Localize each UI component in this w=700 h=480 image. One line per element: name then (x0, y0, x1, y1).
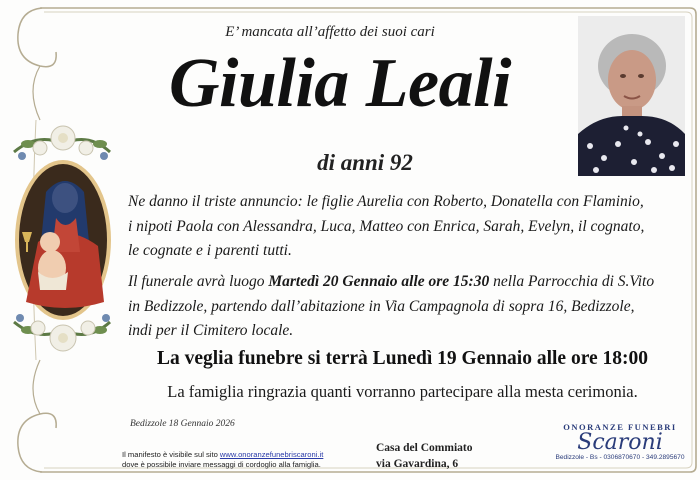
website-note-text: Il manifesto è visibile sul sito (122, 450, 220, 459)
madonna-and-child-image (8, 122, 118, 360)
logo-contacts: Bedizzole - Bs - 0306870670 - 349.2895670 (555, 454, 685, 461)
vigil-announcement: La veglia funebre si terrà Lunedì 19 Gennaio alle ore 18:00 (156, 348, 649, 369)
funeral-text: Il funerale avrà luogo (128, 273, 269, 290)
deceased-age: di anni 92 (317, 150, 413, 175)
funeral-home-logo (546, 422, 694, 461)
announcement-paragraph (128, 190, 683, 264)
announcement-line: le cognate e i parenti tutti. (128, 242, 292, 259)
funeral-datetime: Martedì 20 Gennaio alle ore 15:30 (268, 273, 490, 290)
notice-intro: E’ mancata all’affetto dei suoi cari (225, 24, 435, 40)
flower-decoration-top (14, 126, 110, 160)
notice-dateline: Bedizzole 18 Gennaio 2026 (130, 419, 235, 429)
website-note (122, 450, 372, 470)
funeral-line: in Bedizzole, partendo dall’abitazione in Via Campagnola di sopra 16, Bedizzole, (128, 297, 635, 315)
logo-tagline: ONORANZE FUNEBRI (563, 422, 677, 432)
website-link[interactable]: www.onoranzefunebriscaroni.it (219, 450, 324, 459)
funeral-line (128, 270, 683, 295)
funeral-line: indi per il Cimitero locale. (128, 322, 294, 339)
deceased-name: Giulia Leali (168, 45, 512, 122)
address-line: Casa del Commiato (376, 442, 473, 454)
family-thanks: La famiglia ringrazia quanti vorranno partecipare alla mesta cerimonia. (167, 382, 638, 401)
address-line: via Gavardina, 6 (376, 458, 459, 470)
deceased-portrait (578, 16, 685, 176)
website-note-text: dove è possibile inviare messaggi di cordoglio alla famiglia. (122, 460, 321, 469)
funeral-home-address (376, 440, 472, 472)
funeral-paragraph (128, 270, 683, 344)
funeral-text: nella Parrocchia di S.Vito (489, 273, 655, 290)
logo-name: Scaroni (577, 430, 663, 455)
announcement-line: Ne danno il triste annuncio: le figlie Aurelia con Roberto, Donatella con Flaminio, (128, 193, 644, 210)
announcement-line: i nipoti Paola con Alessandra, Luca, Matteo con Enrica, Sarah, Evelyn, il cognato, (128, 217, 645, 235)
